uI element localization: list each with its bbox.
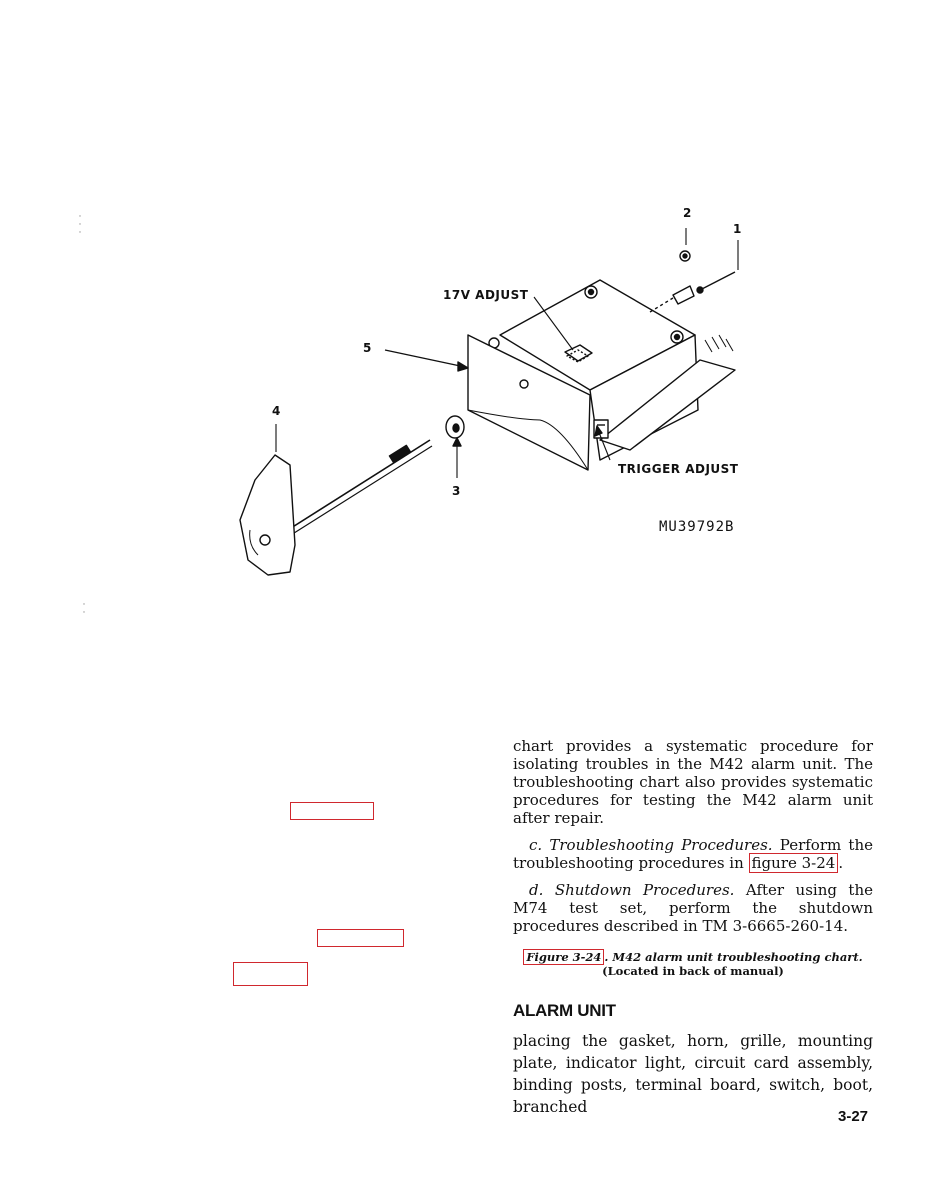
figure-3-24-link[interactable]: figure 3-24	[749, 853, 839, 873]
callout-5: 5	[363, 341, 372, 355]
paragraph-text: placing the gasket, horn, grille, mounting plate, indicator light, circuit card assembly, binding posts, terminal board, switch, boot, branched	[513, 1032, 873, 1116]
paragraph-text: chart provides a systematic procedure for isolating troubles in the M42 alarm unit. The troubleshooting chart also provides systematic procedures for testing the M42 alarm unit after repair.	[513, 737, 873, 827]
caption-title: . M42 alarm unit troubleshooting chart.	[604, 950, 863, 964]
callout-2: 2	[683, 206, 692, 220]
paragraph-d-label: d. Shutdown Procedures.	[529, 881, 735, 899]
paragraph-intro	[513, 737, 873, 827]
callout-4: 4	[272, 404, 281, 418]
paragraph-d-text: After using the M74 test set, perform the shutdown procedures described in TM 3-6665-260-14.	[513, 881, 873, 935]
link-box[interactable]	[233, 962, 308, 986]
standoff	[673, 286, 694, 304]
page-number: 3-27	[838, 1108, 869, 1125]
callout-3: 3	[452, 484, 461, 498]
link-box[interactable]	[290, 802, 374, 820]
paragraph-c: c. Troubleshooting Procedures. Perform the troubleshooting procedures in figure 3-24 .	[513, 836, 873, 872]
knob-lever	[240, 455, 295, 575]
paragraph-d	[513, 881, 873, 935]
label-trigger-adjust: TRIGGER ADJUST	[618, 462, 739, 476]
paragraph-c-text: Perform the troubleshooting procedures in	[513, 836, 873, 872]
paragraph-c-label: c. Troubleshooting Procedures.	[529, 836, 773, 854]
label-17v-adjust: 17V ADJUST	[443, 288, 529, 302]
callout-1: 1	[733, 222, 742, 236]
paragraph-last	[513, 1030, 873, 1118]
figure-caption	[513, 950, 873, 978]
figure-part-number: MU39792B	[659, 519, 735, 535]
caption-subtitle: (Located in back of manual)	[602, 964, 784, 978]
section-heading: ALARM UNIT	[513, 1001, 616, 1020]
caption-figure-link[interactable]: Figure 3-24	[523, 949, 604, 965]
link-box[interactable]	[317, 929, 404, 947]
